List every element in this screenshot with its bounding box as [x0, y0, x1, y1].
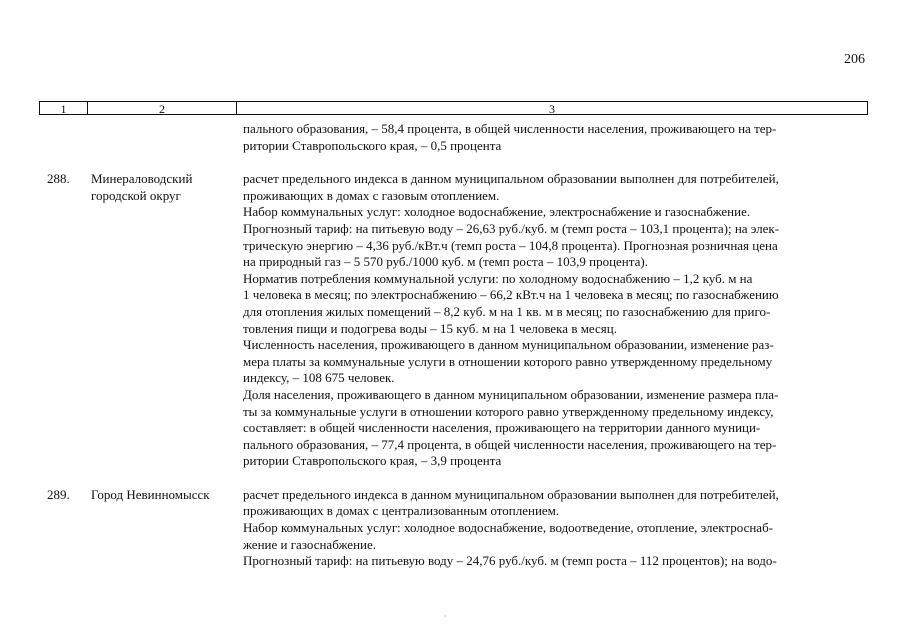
- municipality-name: [87, 487, 243, 570]
- paragraph: [243, 520, 868, 553]
- text-line: Набор коммунальных услуг: холодное водоснабжение, водоотведение, отопление, электроснаб-: [243, 520, 774, 536]
- municipality-name: [87, 171, 243, 470]
- text-line: для отопления жилых помещений – 8,2 куб. м на 1 кв. м в месяц; по газоснабжению для приго-: [243, 303, 771, 319]
- text-line: пального образования, – 77,4 процента, в общей численности населения, проживающего на тер-: [243, 436, 777, 452]
- text-line: жение и газоснабжение.: [243, 536, 377, 552]
- text-line: Доля населения, проживающего в данном муниципальном образовании, изменение размера пла-: [243, 386, 779, 402]
- row-number: 289.: [47, 486, 70, 502]
- paragraph: [243, 271, 868, 337]
- text-line: ритории Ставропольского края, – 3,9 процента: [243, 453, 502, 469]
- paragraph: [243, 204, 868, 221]
- paragraph: [243, 487, 868, 520]
- row-number: [39, 121, 87, 154]
- text-line: 1 человека в месяц; по электроснабжению – 66,2 кВт.ч на 1 человека в месяц; по газоснабжению: [243, 287, 779, 303]
- text-line: расчет предельного индекса в данном муниципальном образовании выполнен для потребителей,: [243, 486, 779, 502]
- text-line: Минераловодский: [91, 171, 193, 187]
- header-col-3: 3: [549, 102, 555, 116]
- paragraph: [243, 171, 868, 204]
- paragraph: [243, 221, 868, 271]
- text-line: Норматив потребления коммунальной услуги: по холодному водоснабжению – 1,2 куб. м на: [243, 270, 753, 286]
- text-line: товления пищи и подогрева воды – 15 куб. м на 1 человека в месяц.: [243, 320, 617, 336]
- municipality-name: [87, 121, 243, 154]
- header-col-2: 2: [88, 102, 237, 114]
- text-line: городской округ: [91, 187, 181, 203]
- text-line: трическую энергию – 4,36 руб./кВт.ч (темп роста – 104,8 процента). Прогнозная розничная цена: [243, 237, 778, 253]
- paragraph: [243, 337, 868, 387]
- table-body: [39, 121, 868, 570]
- row-number: 288.: [47, 171, 70, 187]
- paragraph: [243, 387, 868, 470]
- text-line: проживающих в домах с централизованным отоплением.: [243, 503, 560, 519]
- scan-dot: ·: [444, 612, 447, 621]
- header-col-1: 1: [40, 102, 88, 114]
- paragraph: [243, 553, 868, 570]
- table-row: [39, 171, 868, 470]
- text-line: пального образования, – 58,4 процента, в общей численности населения, проживающего на тер-: [243, 121, 777, 136]
- description: [243, 121, 868, 154]
- page-number: 206: [844, 52, 865, 67]
- row-spacer: [39, 470, 868, 487]
- text-line: проживающих в домах с газовым отоплением.: [243, 187, 500, 203]
- continuation-row: [39, 121, 868, 154]
- text-line: составляет: в общей численности населения, проживающего на территории данного муници-: [243, 420, 761, 436]
- text-line: Набор коммунальных услуг: холодное водоснабжение, электроснабжение и газоснабжение.: [243, 204, 751, 220]
- text-line: Город Невинномысск: [91, 486, 210, 502]
- text-line: Прогнозный тариф: на питьевую воду – 24,76 руб./куб. м (темп роста – 112 процентов); на водо-: [243, 553, 777, 569]
- text-line: индексу, – 108 675 человек.: [243, 370, 395, 386]
- text-line: Прогнозный тариф: на питьевую воду – 26,63 руб./куб. м (темп роста – 103,1 процента); на элек-: [243, 220, 780, 236]
- text-line: ритории Ставропольского края, – 0,5 процента: [243, 137, 502, 153]
- text-line: Численность населения, проживающего в данном муниципальном образовании, изменение раз-: [243, 337, 774, 353]
- table-header: [39, 101, 868, 115]
- text-line: расчет предельного индекса в данном муниципальном образовании выполнен для потребителей,: [243, 171, 779, 187]
- text-line: на природный газ – 5 570 руб./1000 куб. м (темп роста – 103,9 процента).: [243, 254, 648, 270]
- description: [243, 487, 868, 570]
- row-spacer: [39, 154, 868, 171]
- text-line: ты за коммунальные услуги в отношении которого равно утвержденному предельному индексу,: [243, 403, 774, 419]
- description: [243, 171, 868, 470]
- table-row: [39, 487, 868, 570]
- text-line: мера платы за коммунальные услуги в отношении которого равно утвержденному предельному: [243, 353, 773, 369]
